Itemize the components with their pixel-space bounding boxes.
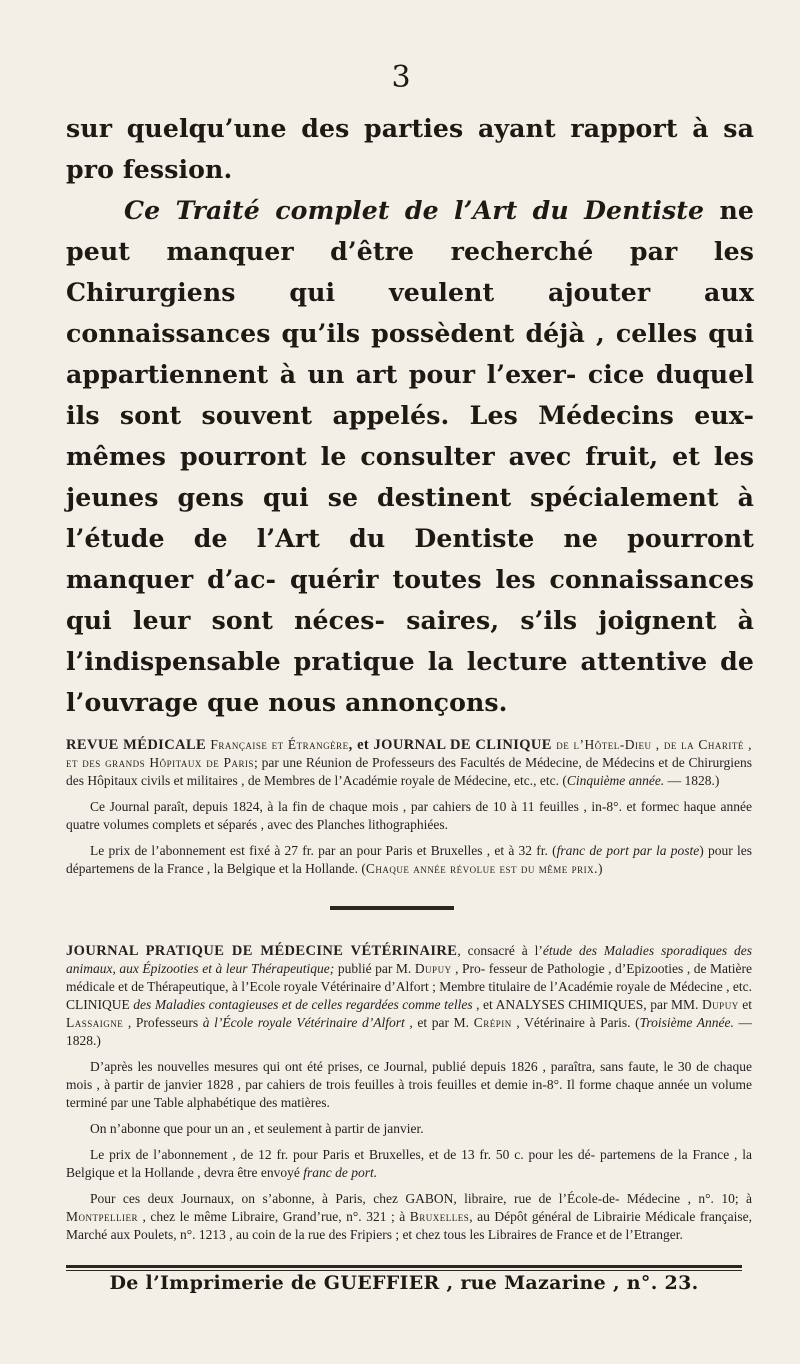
book-title: Ce Traité complet de l’Art du Dentiste <box>124 195 705 225</box>
journal-price-paragraph <box>66 1146 752 1182</box>
revue-price-paragraph <box>66 842 752 878</box>
author-crepin: Crépin <box>473 1015 512 1030</box>
city-montpellier: Montpellier <box>66 1209 138 1224</box>
revue-description: ; par une Réunion de Professeurs des Facultés de Médecine, de Médecins et de Chirurgiens des Hôpitaux civils et militaires , de Membres de l’Académie royale de Médecine, etc., etc. ( <box>66 755 752 788</box>
journal-text-g: et <box>738 997 752 1012</box>
lead-text <box>66 108 754 723</box>
lead-paragraph-2-body: ne peut manquer d’être recherché par les Chirurgiens qui veulent ajouter aux connaissances qu’ils possèdent déjà , celles qui appartiennent à un art pour l’exer- cice duquel ils sont souvent appelés. Les Médecins eux-mêmes pourront le consulter avec fruit, et les jeunes gens qui se destinent spécialement à l’étude de l’Art du Dentiste ne pourront manquer d’ac- quérir toutes les connaissances qui leur sont néces- saires, s’ils joignent à l’indispensable pratique la lecture attentive de l’ouvrage que nous annonçons. <box>66 195 754 717</box>
footer-rule <box>66 1265 742 1268</box>
journal-edition: Troisième Année. <box>639 1015 734 1030</box>
lead-paragraph-2 <box>66 190 754 723</box>
journal-heading: JOURNAL PRATIQUE DE MÉDECINE VÉTÉRINAIRE <box>66 943 458 959</box>
subscription-locations-paragraph <box>66 1190 752 1244</box>
hospitals-list: de l’Hôtel-Dieu , de la Charité , et des grands Hôpitaux de Paris <box>66 737 752 770</box>
postage-note: franc de port par la poste <box>556 843 700 858</box>
revue-publication-paragraph: Ce Journal paraît, depuis 1824, à la fin de chaque mois , par cahiers de 10 à 11 feuilles , in-8°. et formec haque année quatre volumes complets et séparés , avec des Planches lithographiées. <box>66 799 752 832</box>
author-dupuy-2: Dupuy <box>701 997 739 1012</box>
alfort-school: à l’École royale Vétérinaire d’Alfort <box>202 1015 405 1030</box>
journal-heading-paragraph <box>66 942 752 1050</box>
revue-subheading: Française et Étrangère <box>206 737 349 752</box>
journal-text-c: publié par M. <box>334 961 415 976</box>
city-bruxelles: Bruxelles <box>409 1209 470 1224</box>
revue-heading: REVUE MÉDICALE <box>66 737 207 753</box>
page-number: 3 <box>391 60 411 95</box>
printer-imprint: De l’Imprimerie de GUEFFIER , rue Mazarine , n°. 23. <box>109 1272 699 1294</box>
author-dupuy: Dupuy <box>414 961 452 976</box>
locations-text-c: , au Dépôt général de Librairie Médicale française, Marché aux Poulets, n°. 1213 , au coin de la rue des Fripiers ; et chez tous les Libraires de France et de l’Etranger. <box>66 1209 753 1242</box>
author-lassaigne: Lassaigne <box>66 1015 124 1030</box>
footer-rule-thin <box>66 1270 742 1271</box>
lead-paragraph-1: sur quelqu’une des parties ayant rapport à sa pro fession. <box>66 113 754 184</box>
locations-text-a: Pour ces deux Journaux, on s’abonne, à Paris, chez GABON, libraire, rue de l’École-de- Médecine , n°. 10; à <box>90 1191 752 1206</box>
journal-text-j: , et par M. <box>404 1015 474 1030</box>
journal-postage-note: franc de port. <box>303 1165 378 1180</box>
journal-year: — 1828.) <box>66 1015 753 1048</box>
journal-clinique-heading: , et JOURNAL DE CLINIQUE <box>348 737 557 753</box>
revue-year: — 1828.) <box>664 773 720 788</box>
journal-subject: étude des Maladies sporadiques des animaux, aux Épizooties et à leur Thérapeutique; <box>66 943 752 976</box>
revue-edition: Cinquième année. <box>566 773 665 788</box>
journal-text-k: , Vétérinaire à Paris. ( <box>511 1015 640 1030</box>
section-divider <box>330 906 454 910</box>
closing-paren: ) <box>598 861 603 876</box>
journal-text-a: , consacré à l’ <box>457 943 543 958</box>
journal-subscription-paragraph: On n’abonne que pour un an , et seulement à partir de janvier. <box>90 1121 424 1136</box>
revue-medicale-notice <box>66 736 752 878</box>
revue-price-text: Le prix de l’abonnement est fixé à 27 fr. par an pour Paris et Bruxelles , et à 32 fr. ( <box>90 843 557 858</box>
journal-text-h: , Professeurs <box>123 1015 203 1030</box>
journal-clinique-subject: des Maladies contagieuses et de celles regardées comme telles <box>133 997 473 1012</box>
journal-price-text: Le prix de l’abonnement , de 12 fr. pour Paris et Bruxelles, et de 13 fr. 50 c. pour les dé- partemens de la France , la Belgique et la Hollande , devra être envoyé <box>66 1147 752 1180</box>
journal-veterinaire-notice <box>66 942 752 1244</box>
revue-heading-paragraph <box>66 736 752 790</box>
revue-price-text-2: ) pour les départemens de la France , la Belgique et la Hollande. ( <box>66 843 752 876</box>
locations-text-b: , chez le même Libraire, Grand’rue, n°. 321 ; à <box>138 1209 410 1224</box>
journal-publication-paragraph: D’après les nouvelles mesures qui ont été prises, ce Journal, publié depuis 1826 , paraîtra, sans faute, le 30 de chaque mois , à partir de janvier 1828 , par cahiers de trois feuilles à trois feuilles et demie in-8°. Il forme chaque année un volume terminé par une Table alphabétique des matières. <box>66 1059 752 1110</box>
journal-text-d: , Pro- fesseur de Pathologie , d’Epizooties , de Matière médicale et de Thérapeutique, à l’Ecole royale Vétérinaire d’Alfort ; Membre titulaire de l’Académie royale de Médecine , etc. CLINIQUE <box>66 961 752 1012</box>
revue-same-price-note: Chaque année révolue est du même prix. <box>365 861 599 876</box>
journal-text-f: , et ANALYSES CHIMIQUES, par MM. <box>472 997 702 1012</box>
